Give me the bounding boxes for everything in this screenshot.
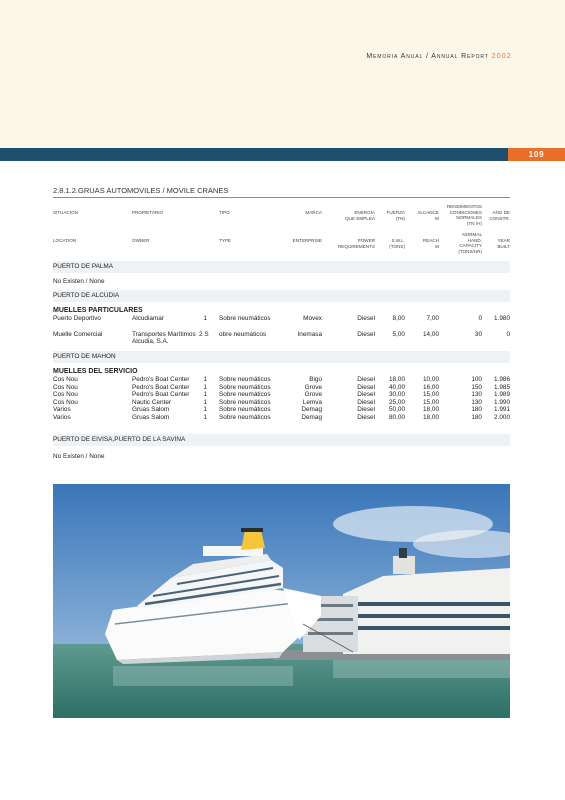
col-header-situacion: SITUACIÓN [53,210,79,215]
col-header-rendimiento-4: (TN /H) [466,220,482,226]
col-header-capacity-2: HAND. [467,237,482,243]
col-header-energia-1: ENERGÍA [354,210,375,215]
header-band [0,0,565,148]
cell-location: Cos Nou [53,391,78,398]
cell-swl: 40,00 [389,383,405,391]
cell-owner: Alcudiamar [132,315,164,322]
cell-owner: Transportes Marítimos [132,331,196,338]
cell-power: Diesel [357,376,375,383]
cell-reach: 14,00 [423,331,439,338]
cell-reach: 7,00 [426,315,439,322]
col-header-rendimiento-2: CONDICIONES [449,209,482,215]
col-header-power-2: REQUIREMENTS [337,243,375,249]
table-row [53,331,510,345]
cell-qty: 1 [203,406,207,413]
cell-reach: 15,00 [423,391,439,398]
cruise-ship-illustration [53,484,510,718]
cell-owner: Gruas Salom [132,413,170,421]
palma-note: No Existen / None [53,278,105,285]
cell-brand: Demag [301,406,322,413]
cell-type: Sobre neumáticos [219,391,271,398]
col-header-tipo: TIPO [219,210,230,215]
col-header-reach [407,238,439,249]
table-row [53,399,510,406]
cell-capacity: 130 [471,398,482,406]
col-header-capacity [442,232,482,254]
cell-year: 1.990 [494,398,510,406]
mahon-subhead: MUELLES DEL SERVICIO [53,368,138,375]
cell-qty: 1 [203,315,207,322]
section-label-eivissa: PUERTO DE EIVISA,PUERTO DE LA SAVINA [53,436,186,443]
alcudia-subhead: MUELLES PARTICULARES [53,307,143,314]
cell-type: Sobre neumáticos [219,406,271,413]
cell-location: Varios [53,413,71,421]
section-label-alcudia: PUERTO DE ALCUDIA [53,292,120,299]
page-number-box [508,148,565,161]
col-header-fuerza [375,210,405,221]
cell-type: Sobre neumáticos [219,376,271,383]
cell-qty: 2 S [199,331,209,338]
cell-location: Muelle Comercial [53,331,103,338]
title-divider [53,197,510,198]
col-header-swl-1: S.W.L. [391,238,405,243]
table-row [53,414,510,421]
col-header-fuerza-2: (TN) [395,215,405,221]
col-header-capacity-4: (TONS/HR) [458,248,482,254]
col-header-energia [329,210,375,221]
section-title: 2.8.1.2.GRUAS AUTOMOVILES / MOVILE CRANES [53,186,229,195]
col-header-rendimiento-3: NORMALES [456,215,482,221]
table-row [53,391,510,398]
cell-reach: 16,00 [423,383,439,391]
col-header-owner: OWNER [132,238,150,243]
cell-type: Sobre neumáticos [219,398,271,406]
cell-brand: Grove [304,383,322,391]
cell-location: Cos Nou [53,383,78,391]
cell-capacity: 100 [471,376,482,383]
cell-reach: 18,00 [423,406,439,413]
cell-swl: 80,00 [389,413,405,421]
section-label-mahon: PUERTO DE MAHON [53,353,116,360]
cell-power: Diesel [357,391,375,398]
cell-brand: Demag [301,413,322,421]
table-row [53,406,510,413]
cell-reach: 18,00 [423,413,439,421]
col-header-swl [375,238,405,249]
col-header-ano-1: AÑO DE [492,210,510,215]
cell-year: 1.980 [494,315,510,322]
cell-qty: 1 [203,383,207,391]
cell-location: Cos Nou [53,376,78,383]
cell-qty: 1 [203,413,207,421]
cell-owner: Pedro's Boat Center [132,391,190,398]
cell-type: obre neumáticos [219,331,267,338]
report-title [366,53,512,60]
cell-reach: 15,00 [423,398,439,406]
cell-location: Cos Nou [53,398,78,406]
cell-brand: Inemasa [297,331,322,338]
cell-brand: Lemva [302,398,322,406]
cell-owner: Gruas Salom [132,406,170,413]
col-header-type: TYPE [219,238,231,243]
section-label-palma: PUERTO DE PALMA [53,263,114,270]
cell-swl: 18,00 [389,376,405,383]
cell-power: Diesel [357,383,375,391]
cell-owner: Pedro's Boat Center [132,383,190,391]
cell-swl: 25,00 [389,398,405,406]
cell-type: Sobre neumáticos [219,315,271,322]
col-header-energia-2: QUE EMPLEA [345,215,375,221]
cell-capacity: 130 [471,391,482,398]
col-header-year-2: BUILT [497,243,510,249]
col-header-rendimiento [442,204,482,226]
header-bar [0,148,508,161]
report-title-text: Memoria Anual / Annual Report [366,53,489,60]
cell-capacity: 180 [471,413,482,421]
cell-owner: Nautic Center [132,398,172,406]
cell-swl: 5,00 [392,331,405,338]
col-header-propietario: PROPIETARIO [132,210,164,215]
cell-capacity: 180 [471,406,482,413]
cell-year: 1.989 [494,391,510,398]
cell-capacity: 0 [478,315,482,322]
report-year: 2002 [491,53,512,60]
table-row [53,384,510,391]
col-header-reach-2: M [435,243,439,249]
cruise-ship-photo [53,484,510,718]
cell-qty: 1 [203,376,207,383]
col-header-alcance [407,210,439,221]
cell-type: Sobre neumáticos [219,413,271,421]
cell-capacity: 150 [471,383,482,391]
cell-brand: Movex [303,315,322,322]
cell-year: 2.000 [494,413,510,421]
cell-capacity: 30 [474,331,482,338]
cell-owner-line2: Alcudia, S.A. [132,338,169,345]
col-header-swl-2: (TONS) [389,243,405,249]
cell-year: 1.986 [494,376,510,383]
section-band-mahon [53,351,510,363]
cell-year: 1.991 [494,406,510,413]
cell-swl: 30,00 [389,391,405,398]
col-header-ano [481,210,510,221]
cell-swl: 50,00 [389,406,405,413]
cell-power: Diesel [357,413,375,421]
col-header-power-1: POWER [357,238,375,243]
cell-brand: Bigo [309,376,322,383]
cell-location: Puerto Deportivo [53,315,101,322]
cell-year: 0 [506,331,510,338]
col-header-year-1: YEAR [497,238,510,243]
col-header-ano-2: CONSTR. [489,215,510,221]
section-band-eivissa [53,434,510,446]
col-header-marca: MARCA [305,210,322,215]
col-header-year [481,238,510,249]
cell-owner: Pedro's Boat Center [132,376,190,383]
col-header-location: LOCATION [53,238,77,243]
cell-swl: 8,00 [392,315,405,322]
col-header-alcance-1: ALCANCE [417,210,439,215]
section-band-palma [53,261,510,273]
col-header-capacity-3: CAPACITY [459,243,482,249]
cell-type: Sobre neumáticos [219,383,271,391]
eivissa-note: No Existen / None [53,453,105,460]
cell-qty: 1 [203,391,207,398]
col-header-power [329,238,375,249]
page-number: 109 [528,150,545,159]
col-header-enterprise: ENTERPRISE [292,238,322,243]
section-band-alcudia [53,290,510,302]
table-row [53,376,510,383]
table-row [53,315,510,322]
cell-qty: 1 [203,398,207,406]
cell-reach: 10,00 [423,376,439,383]
col-header-reach-1: REACH [422,238,439,243]
cell-power: Diesel [357,331,375,338]
col-header-rendimiento-1: RENDIMIENTOS [446,204,482,209]
col-header-fuerza-1: FUERZA [386,210,405,215]
cell-power: Diesel [357,406,375,413]
cell-year: 1.985 [494,383,510,391]
col-header-capacity-1: NORMAL [462,232,482,237]
cell-power: Diesel [357,398,375,406]
cell-power: Diesel [357,315,375,322]
col-header-alcance-2: M [435,215,439,221]
cell-location: Varios [53,406,71,413]
cell-brand: Grove [304,391,322,398]
